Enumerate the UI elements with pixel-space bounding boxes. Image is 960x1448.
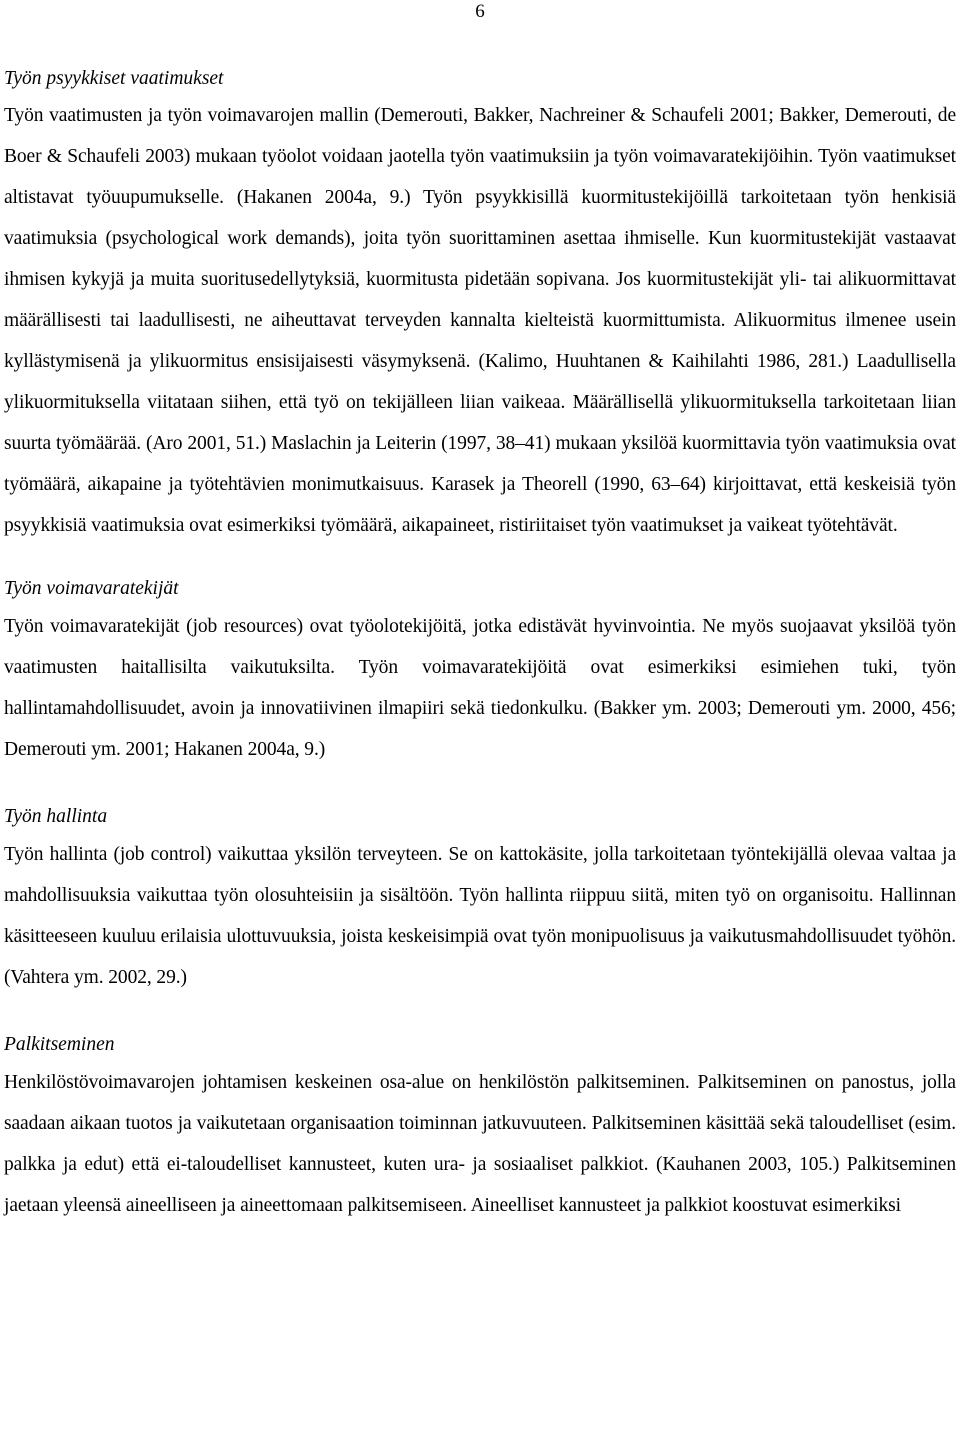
section-paragraph: Työn vaatimusten ja työn voimavarojen mallin (Demerouti, Bakker, Nachreiner & Schaufeli 2001; Bakker, Demerouti, de Boer & Schaufeli 2003) mukaan työolot voidaan jaotella työn vaatimuksiin ja työn voimavaratekijöihin. Työn vaatimukset altistavat työuupumukselle. (Hakanen 2004a, 9.) Työn psyykkisillä kuormitustekijöillä tarkoitetaan työn henkisiä vaatimuksia (psychological work demands), joita työn suorittaminen asettaa ihmiselle. Kun kuormitustekijät vastaavat ihmisen kykyjä ja muita suoritusedellytyksiä, kuormitusta pidetään sopivana. Jos kuormitustekijät yli- tai alikuormittavat määrällisesti tai laadullisesti, ne aiheuttavat terveyden kannalta kielteistä kuormittumista. Alikuormitus ilmenee usein kyllästymisenä ja ylikuormitus ensisijaisesti väsymyksenä. (Kalimo, Huuhtanen & Kaihilahti 1986, 281.) Laadullisella ylikuormituksella viitataan siihen, että työ on tekijälleen liian vaikeaa. Määrällisellä ylikuormituksella tarkoitetaan liian suurta työmäärää. (Aro 2001, 51.) Maslachin ja Leiterin (1997, 38–41) mukaan yksilöä kuormittavia työn vaatimuksia ovat työmäärä, aikapaine ja työtehtävien monimutkaisuus. Karasek ja Theorell (1990, 63–64) kirjoittavat, että keskeisiä työn psyykkisiä vaatimuksia ovat esimerkiksi työmäärä, aikapaineet, ristiriitaiset työn vaatimukset ja vaikeat työtehtävät. bbox=[4, 105, 956, 536]
section-heading: Työn psyykkiset vaatimukset bbox=[4, 68, 224, 89]
section-heading: Palkitseminen bbox=[4, 1034, 115, 1055]
section-heading: Työn voimavaratekijät bbox=[4, 578, 179, 599]
section-tyon-psyykkiset-vaatimukset bbox=[4, 62, 956, 546]
section-tyon-voimavaratekijat bbox=[4, 572, 956, 770]
section-paragraph: Henkilöstövoimavarojen johtamisen keskeinen osa-alue on henkilöstön palkitseminen. Palkitseminen on panostus, jolla saadaan aikaan tuotos ja vaikutetaan organisaation toiminnan jatkuvuuteen. Palkitseminen käsittää sekä taloudelliset (esim. palkka ja edut) että ei-taloudelliset kannusteet, kuten ura- ja sosiaaliset palkkiot. (Kauhanen 2003, 105.) Palkitseminen jaetaan yleensä aineelliseen ja aineettomaan palkitsemiseen. Aineelliset kannusteet ja palkkiot koostuvat esimerkiksi bbox=[4, 1072, 956, 1216]
section-palkitseminen bbox=[4, 1028, 956, 1226]
section-paragraph: Työn voimavaratekijät (job resources) ovat työolotekijöitä, jotka edistävät hyvinvointia. Ne myös suojaavat yksilöä työn vaatimusten haitallisilta vaikutuksilta. Työn voimavaratekijöitä ovat esimerkiksi esimiehen tuki, työn hallintamahdollisuudet, avoin ja innovatiivinen ilmapiiri sekä tiedonkulku. (Bakker ym. 2003; Demerouti ym. 2000, 456; Demerouti ym. 2001; Hakanen 2004a, 9.) bbox=[4, 616, 956, 760]
section-heading: Työn hallinta bbox=[4, 806, 108, 827]
document-body bbox=[4, 62, 956, 1226]
section-tyon-hallinta bbox=[4, 800, 956, 998]
page-number: 6 bbox=[475, 1, 485, 22]
section-paragraph: Työn hallinta (job control) vaikuttaa yksilön terveyteen. Se on kattokäsite, jolla tarkoitetaan työntekijällä olevaa valtaa ja mahdollisuuksia vaikuttaa työn olosuhteisiin ja sisältöön. Työn hallinta riippuu siitä, miten työ on organisoitu. Hallinnan käsitteeseen kuuluu erilaisia ulottuvuuksia, joista keskeisimpiä ovat työn monipuolisuus ja vaikutusmahdollisuudet työhön. (Vahtera ym. 2002, 29.) bbox=[4, 844, 956, 988]
